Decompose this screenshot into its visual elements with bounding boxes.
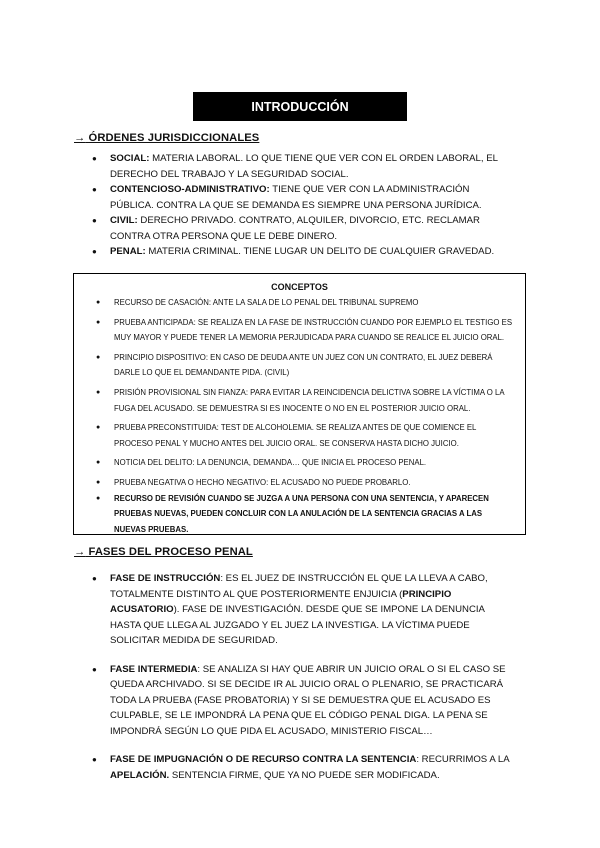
bullet-icon: ●	[92, 664, 97, 674]
arrow-icon: →	[74, 132, 86, 144]
bullet-icon: ●	[92, 216, 97, 225]
bullet-icon: ●	[96, 299, 101, 306]
bullet-icon: ●	[96, 494, 101, 502]
bullet-icon: ●	[92, 247, 97, 256]
concept-item: ● PRUEBA PRECONSTITUIDA: TEST DE ALCOHOLEMIA. SE REALIZA ANTES DE QUE COMIENCE EL PROCESO PENAL Y MUCHO ANTES DEL JUICIO ORAL. SE CONSERVA HASTA DICHO JUICIO.	[96, 420, 516, 451]
concept-item: ● RECURSO DE CASACIÓN: ANTE LA SALA DE LO PENAL DEL TRIBUNAL SUPREMO	[96, 295, 516, 311]
concept-item: ● PRUEBA NEGATIVA O HECHO NEGATIVO: EL ACUSADO NO PUEDE PROBARLO.	[96, 475, 516, 491]
fase-intermedia: ● FASE INTERMEDIA: SE ANALIZA SI HAY QUE ABRIR UN JUICIO ORAL O SI EL CASO SE QUEDA ARCHIVADO. SI SE DECIDE IR AL JUICIO ORAL O PLENARIO, SE PRACTICARÁ TODA LA PRUEBA (FASE PROBATORIA) Y SI SE DEMUESTRA QUE EL ACUSADO ES CULPABLE, SE LE IMPONDRÁ LA PENA QUE EL CÓDIGO PENAL DIGA. LA PENA SE IMPONDRÁ SEGÚN LO QUE PIDA EL ACUSADO, MINISTERIO FISCAL…	[92, 663, 506, 737]
concept-item: ● RECURSO DE REVISIÓN CUANDO SE JUZGA A UNA PERSONA CON UNA SENTENCIA, Y APARECEN PRUEBAS NUEVAS, PUEDEN CONCLUIR CON LA ANULACIÓN DE LA SENTENCIA GRACIAS A LAS NUEVAS PRUEBAS.	[96, 491, 516, 538]
list-item: ● PENAL: MATERIA CRIMINAL. TIENE LUGAR UN DELITO DE CUALQUIER GRAVEDAD.	[92, 244, 512, 260]
bullet-icon: ●	[96, 388, 101, 396]
bullet-icon: ●	[96, 318, 101, 326]
bullet-icon: ●	[92, 185, 97, 194]
list-item: ● SOCIAL: MATERIA LABORAL. LO QUE TIENE QUE VER CON EL ORDEN LABORAL, EL DERECHO DEL TRABAJO Y LA SEGURIDAD SOCIAL.	[92, 153, 498, 180]
bullet-icon: ●	[92, 154, 97, 163]
heading-ordenes-jurisdiccionales: → ÓRDENES JURISDICCIONALES	[74, 132, 260, 144]
conceptos-title: CONCEPTOS	[271, 282, 328, 292]
list-item: ● CIVIL: DERECHO PRIVADO. CONTRATO, ALQUILER, DIVORCIO, ETC. RECLAMAR CONTRA OTRA PERSONA QUE LE DEBE DINERO.	[92, 215, 480, 242]
conceptos-list	[96, 295, 516, 537]
page-title: INTRODUCCIÓN	[193, 92, 407, 121]
bullet-icon: ●	[96, 424, 101, 432]
bullet-icon: ●	[96, 459, 101, 467]
list-item: ● CONTENCIOSO-ADMINISTRATIVO: TIENE QUE VER CON LA ADMINISTRACIÓN PÚBLICA. CONTRA LA QUE SE DEMANDA ES SIEMPRE UNA PERSONA JURÍDICA.	[92, 184, 482, 211]
bullet-icon: ●	[92, 755, 97, 764]
fase-instruccion: ● FASE DE INSTRUCCIÓN: ES EL JUEZ DE INSTRUCCIÓN EL QUE LA LLEVA A CABO, TOTALMENTE DISTINTO AL QUE POSTERIORMENTE ENJUICIA (PRINCIPIO ACUSATORIO). FASE DE INVESTIGACIÓN. DESDE QUE SE IMPONE LA DENUNCIA HASTA QUE LLEGA AL JUZGADO Y EL JUEZ LA INVESTIGA. LA VÍCTIMA PUEDE SOLICITAR MEDIDA DE SEGURIDAD.	[92, 573, 488, 646]
heading-fases-proceso-penal: → FASES DEL PROCESO PENAL	[74, 546, 253, 558]
concept-item: ● PRISIÓN PROVISIONAL SIN FIANZA: PARA EVITAR LA REINCIDENCIA DELICTIVA SOBRE LA VÍCTIMA O LA FUGA DEL ACUSADO. SE DEMUESTRA SI ES INOCENTE O NO EN EL POSTERIOR JUICIO ORAL.	[96, 385, 516, 416]
concept-item: ● PRINCIPIO DISPOSITIVO: EN CASO DE DEUDA ANTE UN JUEZ CON UN CONTRATO, EL JUEZ DEBERÁ DARLE LO QUE EL DEMANDANTE PIDA. (CIVIL)	[96, 350, 516, 381]
bullet-icon: ●	[92, 574, 97, 583]
arrow-icon: →	[74, 546, 86, 558]
conceptos-box	[73, 273, 526, 535]
concept-item: ● PRUEBA ANTICIPADA: SE REALIZA EN LA FASE DE INSTRUCCIÓN CUANDO POR EJEMPLO EL TESTIGO ES MUY MAYOR Y PUEDE TENER LA MEMORIA PERJUDICADA PARA CUANDO SE REALICE EL JUICIO ORAL.	[96, 315, 516, 346]
bullet-icon: ●	[96, 353, 101, 361]
fase-impugnacion: ● FASE DE IMPUGNACIÓN O DE RECURSO CONTRA LA SENTENCIA: RECURRIMOS A LA APELACIÓN. SENTENCIA FIRME, QUE YA NO PUEDE SER MODIFICADA.	[92, 754, 510, 781]
concept-item: ● NOTICIA DEL DELITO: LA DENUNCIA, DEMANDA… QUE INICIA EL PROCESO PENAL.	[96, 455, 516, 471]
ordenes-list	[92, 151, 512, 260]
fases-list	[92, 571, 510, 783]
bullet-icon: ●	[96, 478, 101, 486]
